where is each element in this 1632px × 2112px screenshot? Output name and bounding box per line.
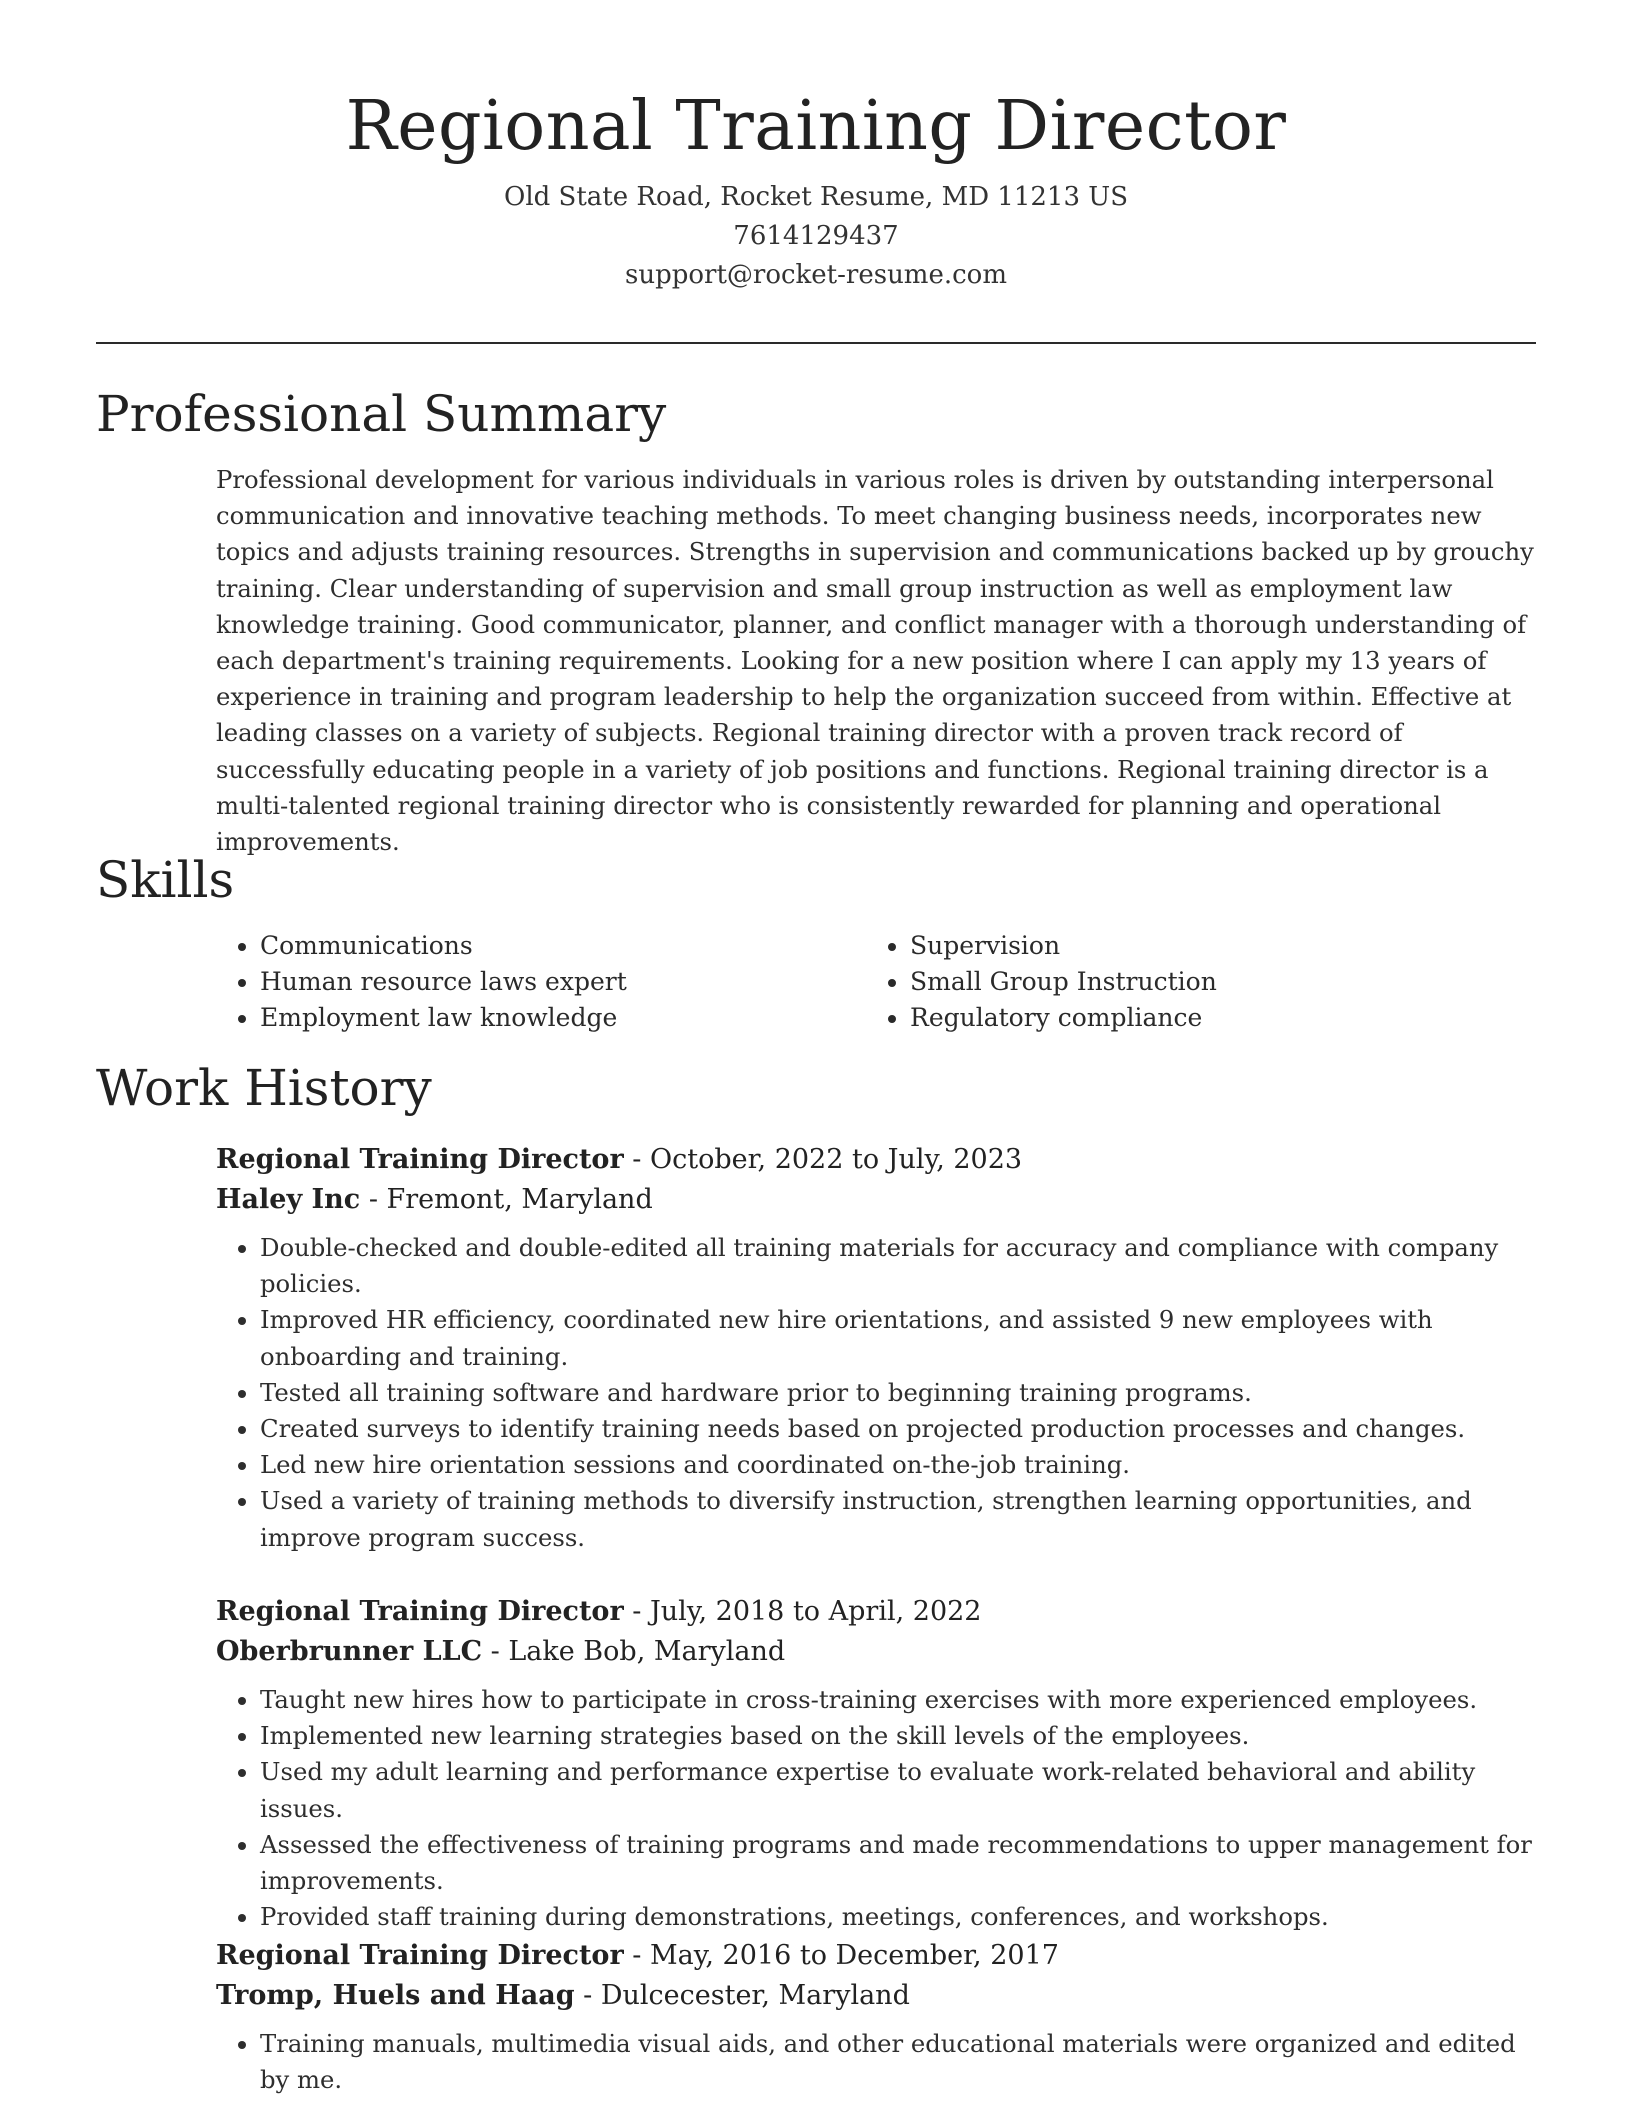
skill-item: • Communications (260, 928, 866, 964)
job-bullet: • Tested all training software and hardware prior to beginning training programs. (260, 1375, 1536, 1411)
job-bullet: • Used a variety of training methods to diversify instruction, strengthen learning opportunities, and improve program success. (260, 1483, 1536, 1555)
skills-heading: Skills (96, 851, 235, 909)
resume-header (96, 80, 1536, 295)
skill-item: • Human resource laws expert (260, 964, 866, 1000)
job-entry (216, 1592, 1536, 1935)
job-bullet: • Used my adult learning and performance expertise to evaluate work-related behavioral and ability issues. (260, 1754, 1536, 1826)
job-title: Regional Training Director (216, 1144, 624, 1175)
job-title-line (216, 1140, 1536, 1180)
job-bullet: • Improved HR efficiency, coordinated new hire orientations, and assisted 9 new employees with onboarding and training. (260, 1302, 1536, 1374)
skill-item: • Regulatory compliance (910, 1000, 1516, 1036)
work-history-heading: Work History (96, 1059, 432, 1117)
contact-phone: 7614129437 (733, 221, 899, 251)
job-bullet: • Training manuals, multimedia visual aids, and other educational materials were organized and edited by me. (260, 2026, 1536, 2098)
job-bullets (216, 1230, 1536, 1556)
skill-item: • Small Group Instruction (910, 964, 1516, 1000)
contact-block (96, 178, 1536, 295)
job-location: - Dulcecester, Maryland (583, 1980, 910, 2011)
summary-heading: Professional Summary (96, 385, 667, 443)
job-entry (216, 1936, 1536, 2098)
job-bullet: • Provided staff training during demonstrations, meetings, conferences, and workshops. (260, 1899, 1536, 1935)
job-dates: - October, 2022 to July, 2023 (632, 1144, 1023, 1175)
summary-section (216, 462, 1536, 860)
skill-item: • Supervision (910, 928, 1516, 964)
candidate-name: Regional Training Director (345, 87, 1287, 166)
job-location: - Lake Bob, Maryland (490, 1636, 786, 1667)
job-bullet: • Taught new hires how to participate in cross-training exercises with more experienced employees. (260, 1682, 1536, 1718)
job-entry (216, 1140, 1536, 1556)
job-company: Tromp, Huels and Haag (216, 1980, 575, 2011)
contact-email: support@rocket-resume.com (624, 260, 1007, 290)
job-bullets (216, 2026, 1536, 2098)
job-company: Oberbrunner LLC (216, 1636, 483, 1667)
header-divider (96, 342, 1536, 344)
job-company-line (216, 1976, 1536, 2016)
skills-list-right (866, 928, 1516, 1036)
job-bullet: • Implemented new learning strategies based on the skill levels of the employees. (260, 1718, 1536, 1754)
contact-address: Old State Road, Rocket Resume, MD 11213 US (504, 182, 1128, 212)
job-location: - Fremont, Maryland (368, 1184, 653, 1215)
summary-text: Professional development for various individuals in various roles is driven by outstanding interpersonal communication and innovative teaching methods. To meet changing business needs, incorporates new topics and adjusts training resources. Strengths in supervision and communications backed up by grouchy training. Clear understanding of supervision and small group instruction as well as employment law knowledge training. Good communicator, planner, and conflict manager with a thorough understanding of each department's training requirements. Looking for a new position where I can apply my 13 years of experience in training and program leadership to help the organization succeed from within. Effective at leading classes on a variety of subjects. Regional training director with a proven track record of successfully educating people in a variety of job positions and functions. Regional training director is a multi-talented regional training director who is consistently rewarded for planning and operational improvements. (216, 465, 1534, 857)
job-bullet: • Created surveys to identify training needs based on projected production processes and changes. (260, 1411, 1536, 1447)
job-company-line (216, 1632, 1536, 1672)
job-company: Haley Inc (216, 1184, 361, 1215)
job-title-line (216, 1936, 1536, 1976)
skills-section (216, 928, 1536, 1036)
job-dates: - May, 2016 to December, 2017 (632, 1940, 1059, 1971)
job-title-line (216, 1592, 1536, 1632)
job-title: Regional Training Director (216, 1596, 624, 1627)
skill-item: • Employment law knowledge (260, 1000, 866, 1036)
job-bullets (216, 1682, 1536, 1935)
skills-list-left (216, 928, 866, 1036)
job-dates: - July, 2018 to April, 2022 (632, 1596, 982, 1627)
job-title: Regional Training Director (216, 1940, 624, 1971)
job-company-line (216, 1180, 1536, 1220)
job-bullet: • Led new hire orientation sessions and coordinated on-the-job training. (260, 1447, 1536, 1483)
job-bullet: • Double-checked and double-edited all training materials for accuracy and compliance with company policies. (260, 1230, 1536, 1302)
job-bullet: • Assessed the effectiveness of training programs and made recommendations to upper management for improvements. (260, 1827, 1536, 1899)
